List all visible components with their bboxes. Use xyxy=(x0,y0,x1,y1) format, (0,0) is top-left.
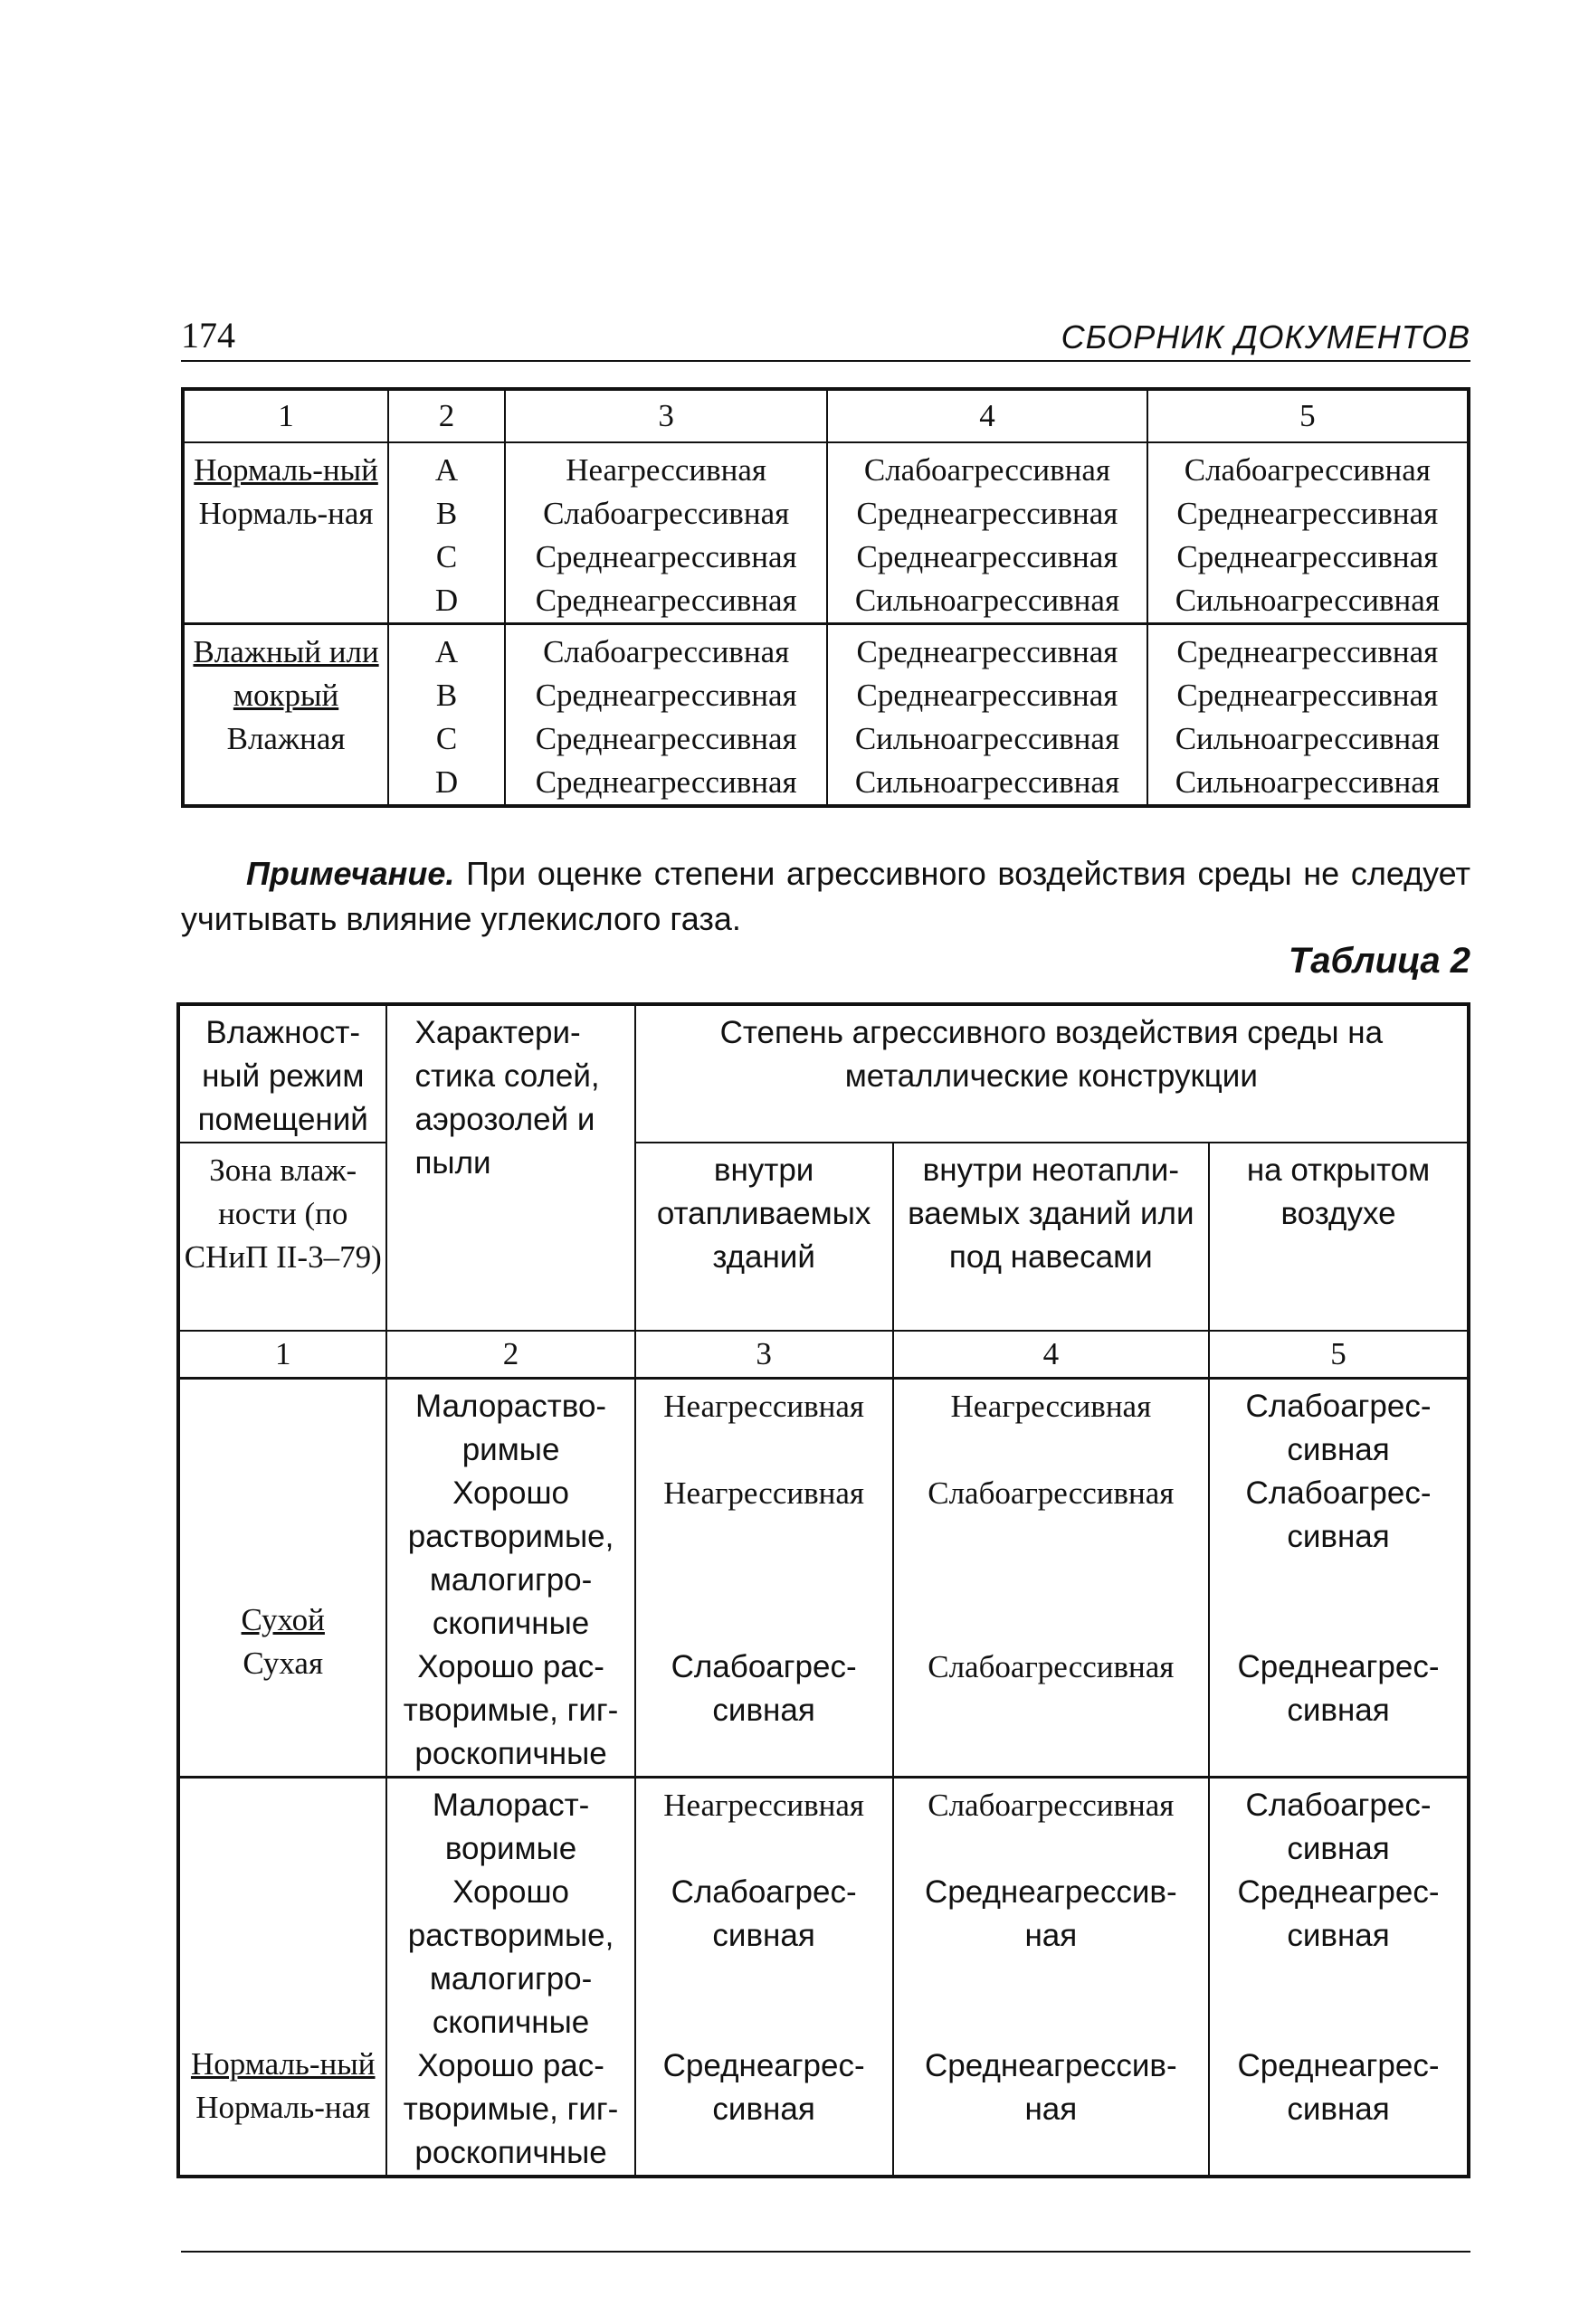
aggressiveness-table-continued xyxy=(181,387,1470,808)
table-cell: Сильноагрессивная xyxy=(827,761,1147,806)
zone-denominator: Нормаль-ная xyxy=(195,2090,371,2125)
table-cell: Слабоагрес-сивная xyxy=(1209,1778,1469,1872)
salt-characteristic-header: Характери-стика солей, аэрозолей и пыли xyxy=(386,1004,634,1331)
column-number: 3 xyxy=(505,389,827,442)
gas-group: A xyxy=(388,624,505,675)
column-number: 1 xyxy=(183,389,388,442)
humidity-zone-cell xyxy=(183,624,388,807)
page-header xyxy=(181,308,1470,362)
zone-denominator: Нормаль-ная xyxy=(198,496,374,531)
gas-group: A xyxy=(388,442,505,492)
table-row xyxy=(183,624,1469,675)
table-cell: Среднеагрессивная xyxy=(505,674,827,717)
table-cell: Слабоагрессивная xyxy=(893,1778,1209,1872)
humidity-zone-header: Зона влаж-ности (по СНиП II-3–79) xyxy=(178,1143,386,1331)
table-cell: Среднеагрессивная xyxy=(1147,624,1469,675)
table-note xyxy=(181,851,1470,942)
table-cell: Среднеагрес-сивная xyxy=(1209,1871,1469,2044)
salt-characteristic: Хорошо растворимые, малогигро-скопичные xyxy=(386,1472,634,1646)
table-cell: Неагрессивная xyxy=(635,1778,893,1872)
column-number: 5 xyxy=(1147,389,1469,442)
zone-numerator: Влажный или мокрый xyxy=(193,634,379,713)
table-cell: Сильноагрессивная xyxy=(827,717,1147,761)
salt-characteristic: Малораство-римые xyxy=(386,1379,634,1473)
table-cell: Среднеагрессивная xyxy=(505,579,827,624)
table-cell: Среднеагрессивная xyxy=(827,492,1147,536)
humidity-regime-header: Влажност-ный режим помещений xyxy=(178,1004,386,1143)
table-cell: Неагрессивная xyxy=(635,1379,893,1473)
gas-group: D xyxy=(388,579,505,624)
column-number: 3 xyxy=(635,1331,893,1379)
table-cell: Сильноагрессивная xyxy=(1147,717,1469,761)
column-number: 1 xyxy=(178,1331,386,1379)
header-row xyxy=(178,1004,1469,1143)
table-cell: Слабоагрессивная xyxy=(505,492,827,536)
metal-structures-aggressiveness-table xyxy=(176,1002,1470,2178)
table-cell: Слабоагрес-сивная xyxy=(1209,1472,1469,1646)
table-cell: Среднеагрессивная xyxy=(827,536,1147,579)
salt-characteristic: Малораст-воримые xyxy=(386,1778,634,1872)
salt-characteristic: Хорошо растворимые, малогигро-скопичные xyxy=(386,1871,634,2044)
table-row xyxy=(178,1778,1469,1872)
table-cell: Среднеагрессивная xyxy=(505,761,827,806)
humidity-zone-cell xyxy=(178,1778,386,2177)
zone-denominator: Сухая xyxy=(243,1646,324,1681)
zone-numerator: Нормаль-ный xyxy=(190,2046,376,2082)
humidity-zone-cell xyxy=(178,1379,386,1778)
open-air-header: на открытом воздухе xyxy=(1209,1143,1469,1331)
table-cell: Слабоагрессивная xyxy=(893,1646,1209,1778)
table-cell: Среднеагрессивная xyxy=(505,536,827,579)
table-cell: Среднеагрессив-ная xyxy=(893,2044,1209,2177)
table-cell: Сильноагрессивная xyxy=(1147,761,1469,806)
running-title: СБОРНИК ДОКУМЕНТОВ xyxy=(1061,318,1470,356)
table-cell: Среднеагрессивная xyxy=(827,674,1147,717)
table-cell: Среднеагрессив-ная xyxy=(893,1871,1209,2044)
page-number: 174 xyxy=(181,315,235,356)
column-number: 4 xyxy=(827,389,1147,442)
table-row xyxy=(183,442,1469,492)
column-number: 5 xyxy=(1209,1331,1469,1379)
table-cell: Среднеагрес-сивная xyxy=(1209,2044,1469,2177)
aggressiveness-degree-header: Степень агрессивного воздействия среды на металлические конструкции xyxy=(635,1004,1469,1143)
table-2-label: Таблица 2 xyxy=(1288,941,1470,981)
gas-group: D xyxy=(388,761,505,806)
note-text: При оценке степени агрессивного воздействия среды не следует учитывать влияние углекислого газа. xyxy=(181,855,1470,937)
table-cell: Среднеагрессивная xyxy=(1147,536,1469,579)
salt-characteristic: Хорошо рас-творимые, гиг-роскопичные xyxy=(386,2044,634,2177)
table-cell: Неагрессивная xyxy=(893,1379,1209,1473)
column-number: 4 xyxy=(893,1331,1209,1379)
footer-rule xyxy=(181,2251,1470,2253)
table-cell: Слабоагрессивная xyxy=(827,442,1147,492)
table-cell: Слабоагрессивная xyxy=(1147,442,1469,492)
table-row xyxy=(178,1379,1469,1473)
table-cell: Сильноагрессивная xyxy=(1147,579,1469,624)
unheated-buildings-header: внутри неотапли-ваемых зданий или под навесами xyxy=(893,1143,1209,1331)
table-cell: Слабоагрессивная xyxy=(893,1472,1209,1646)
gas-group: B xyxy=(388,492,505,536)
table-cell: Сильноагрессивная xyxy=(827,579,1147,624)
header-row xyxy=(178,1143,1469,1331)
table-cell: Слабоагрес-сивная xyxy=(635,1646,893,1778)
gas-group: C xyxy=(388,536,505,579)
gas-group: B xyxy=(388,674,505,717)
salt-characteristic: Хорошо рас-творимые, гиг-роскопичные xyxy=(386,1646,634,1778)
table-cell: Среднеагрес-сивная xyxy=(1209,1646,1469,1778)
zone-numerator: Сухой xyxy=(241,1602,325,1637)
table-cell: Среднеагрессивная xyxy=(1147,492,1469,536)
table-cell: Слабоагрес-сивная xyxy=(1209,1379,1469,1473)
table-cell: Неагрессивная xyxy=(505,442,827,492)
column-number: 2 xyxy=(386,1331,634,1379)
table-cell: Среднеагрессивная xyxy=(827,624,1147,675)
column-number-row xyxy=(178,1331,1469,1379)
column-number: 2 xyxy=(388,389,505,442)
column-number-row xyxy=(183,389,1469,442)
zone-denominator: Влажная xyxy=(226,721,346,756)
note-label: Примечание. xyxy=(246,855,455,892)
gas-group: C xyxy=(388,717,505,761)
table-cell: Неагрессивная xyxy=(635,1472,893,1646)
table-cell: Среднеагрес-сивная xyxy=(635,2044,893,2177)
table-cell: Слабоагрес-сивная xyxy=(635,1871,893,2044)
table-cell: Среднеагрессивная xyxy=(1147,674,1469,717)
zone-numerator: Нормаль-ный xyxy=(194,452,378,488)
humidity-zone-cell xyxy=(183,442,388,624)
table-cell: Среднеагрессивная xyxy=(505,717,827,761)
table-cell: Слабоагрессивная xyxy=(505,624,827,675)
heated-buildings-header: внутри отапливаемых зданий xyxy=(635,1143,893,1331)
